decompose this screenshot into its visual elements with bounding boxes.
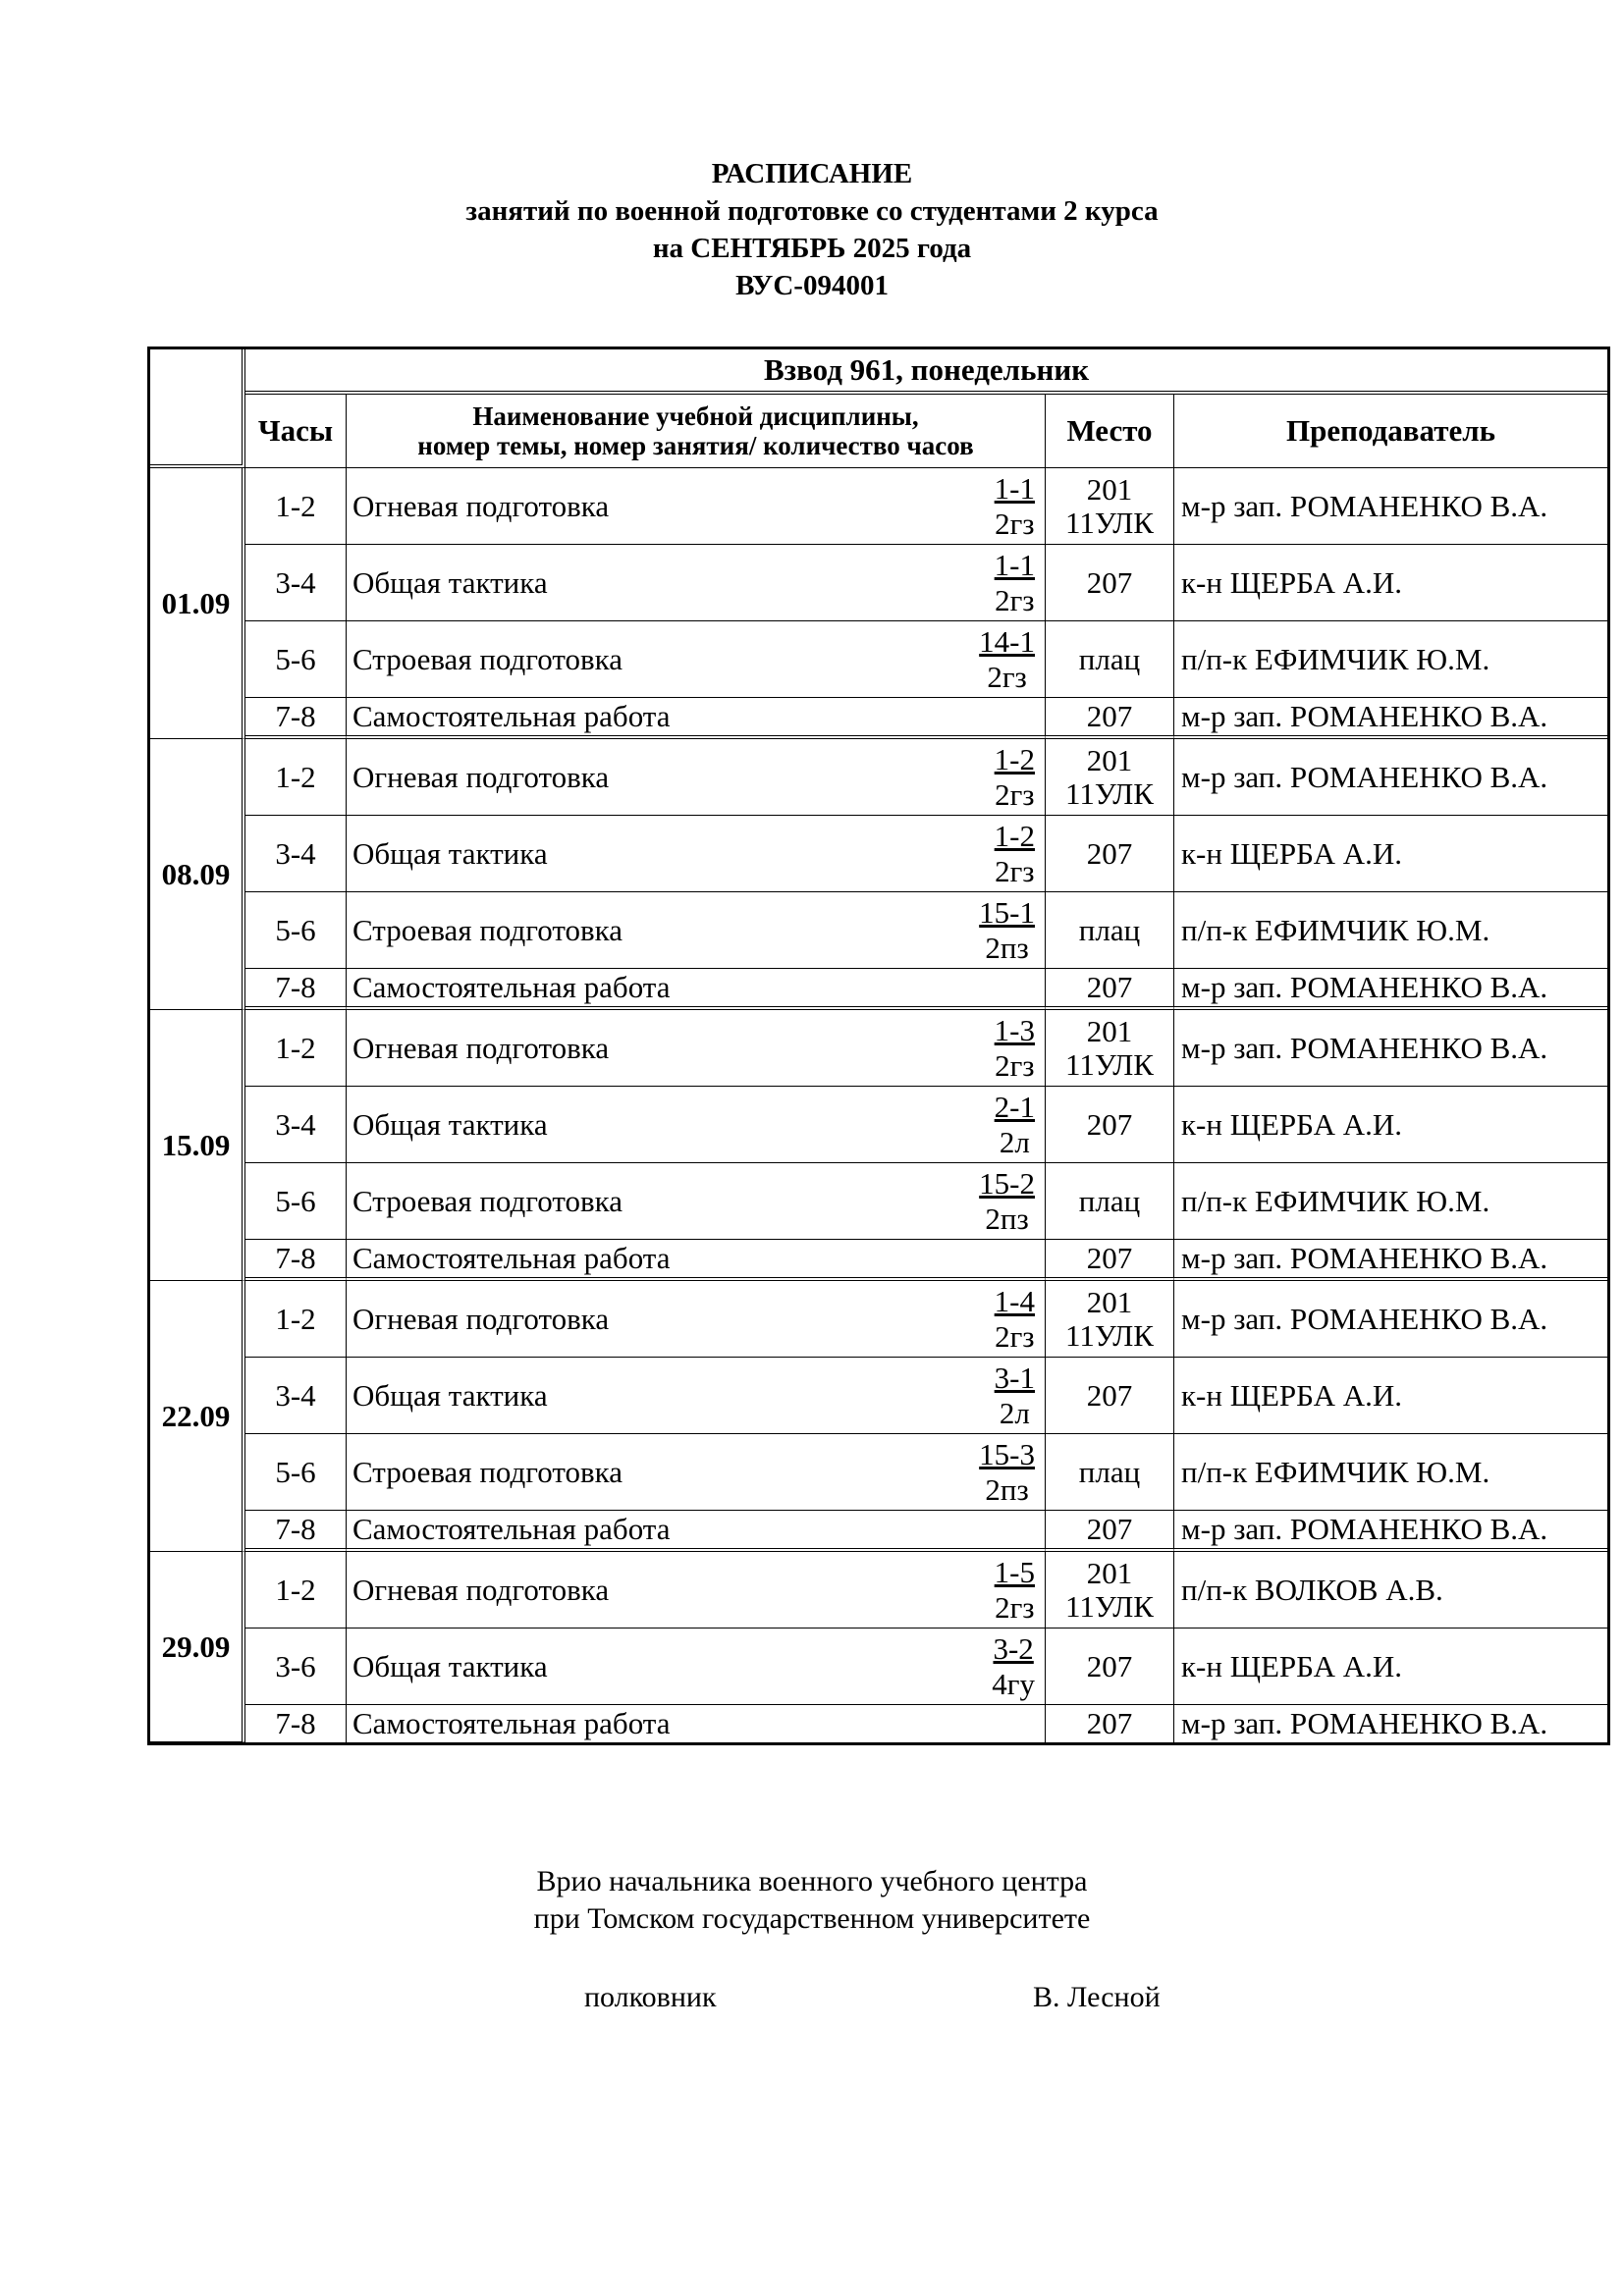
place-cell: [1046, 969, 1174, 1010]
hours-cell: 1-2: [245, 739, 347, 816]
place-room: 207: [1086, 564, 1133, 600]
discipline-name: Общая тактика: [352, 1377, 548, 1413]
topic-lesson: 1-1: [994, 547, 1035, 582]
discipline-name: Огневая подготовка: [352, 488, 610, 523]
place-building: 11УЛК: [1064, 1588, 1154, 1624]
teacher-cell: м-р зап. РОМАНЕНКО В.А.: [1174, 1511, 1607, 1552]
place-room: 207: [1086, 699, 1133, 733]
schedule-row: [150, 468, 1607, 545]
discipline-cell: [347, 1281, 1046, 1358]
teacher-cell: к-н ЩЕРБА А.И.: [1174, 1087, 1607, 1163]
discipline-cell: [347, 545, 1046, 621]
place-cell: [1046, 1163, 1174, 1240]
place-room: 207: [1086, 1377, 1133, 1413]
hours-cell: 5-6: [245, 892, 347, 969]
teacher-cell: м-р зап. РОМАНЕНКО В.А.: [1174, 1010, 1607, 1087]
topic-lesson: 1-2: [994, 818, 1035, 853]
topic-number: [979, 1166, 1035, 1237]
discipline-cell: [347, 1240, 1046, 1281]
topic-number: [995, 1284, 1035, 1355]
topic-hours: 2гз: [995, 1589, 1035, 1625]
schedule-row: [150, 1240, 1607, 1281]
topic-hours: 2гз: [995, 853, 1035, 888]
signature-position-line1: Врио начальника военного учебного центра: [536, 1865, 1088, 1897]
place-cell: [1046, 1629, 1174, 1705]
hours-header: Часы: [245, 395, 347, 468]
topic-hours: 2гз: [987, 659, 1027, 694]
place-room: плац: [1078, 1454, 1141, 1489]
discipline-name: Огневая подготовка: [352, 1301, 610, 1336]
signature-name: В. Лесной: [1033, 1981, 1161, 2013]
place-room: плац: [1078, 1183, 1141, 1218]
place-building: 11УЛК: [1064, 1046, 1154, 1082]
document-header: [0, 155, 1624, 304]
schedule-row: [150, 1552, 1607, 1629]
schedule-row: [150, 1511, 1607, 1552]
topic-hours: 4гу: [992, 1666, 1035, 1701]
teacher-cell: п/п-к ВОЛКОВ А.В.: [1174, 1552, 1607, 1629]
discipline-name: Самостоятельная работа: [352, 699, 671, 733]
discipline-name: Общая тактика: [352, 1106, 548, 1142]
place-room: плац: [1078, 641, 1141, 676]
topic-lesson: 14-1: [979, 623, 1035, 659]
topic-lesson: 1-5: [994, 1554, 1035, 1589]
teacher-cell: к-н ЩЕРБА А.И.: [1174, 545, 1607, 621]
topic-number: [995, 471, 1035, 542]
topic-hours: 2пз: [985, 1201, 1029, 1236]
topic-lesson: 3-2: [993, 1630, 1034, 1666]
title: РАСПИСАНИЕ: [711, 158, 913, 189]
place-room: 207: [1086, 1512, 1133, 1546]
place-room: 201: [1086, 471, 1133, 507]
teacher-cell: к-н ЩЕРБА А.И.: [1174, 1629, 1607, 1705]
hours-cell: 1-2: [245, 1281, 347, 1358]
place-building: 11УЛК: [1064, 775, 1154, 811]
place-room: 201: [1086, 1284, 1133, 1319]
schedule-body: [150, 468, 1607, 1742]
schedule-row: [150, 698, 1607, 739]
teacher-cell: м-р зап. РОМАНЕНКО В.А.: [1174, 1240, 1607, 1281]
discipline-name: Самостоятельная работа: [352, 1706, 671, 1740]
place-cell: [1046, 545, 1174, 621]
discipline-cell: [347, 1358, 1046, 1434]
topic-lesson: 1-3: [994, 1012, 1035, 1047]
topic-hours: 2пз: [985, 1471, 1029, 1507]
signature-position-line2: при Томском государственном университете: [533, 1902, 1091, 1935]
teacher-cell: п/п-к ЕФИМЧИК Ю.М.: [1174, 892, 1607, 969]
place-room: плац: [1078, 912, 1141, 947]
place-building: 11УЛК: [1064, 505, 1154, 540]
discipline-cell: [347, 468, 1046, 545]
teacher-cell: к-н ЩЕРБА А.И.: [1174, 1358, 1607, 1434]
topic-number: [995, 548, 1035, 618]
topic-number: [979, 895, 1035, 966]
place-cell: [1046, 1240, 1174, 1281]
teacher-header: Преподаватель: [1174, 395, 1607, 468]
schedule-row: [150, 1705, 1607, 1742]
hours-cell: 3-6: [245, 1629, 347, 1705]
hours-cell: 3-4: [245, 1358, 347, 1434]
signature-block: [0, 1863, 1624, 1938]
period: на СЕНТЯБРЬ 2025 года: [652, 233, 972, 264]
teacher-cell: п/п-к ЕФИМЧИК Ю.М.: [1174, 621, 1607, 698]
hours-cell: 7-8: [245, 969, 347, 1010]
place-room: 201: [1086, 1013, 1133, 1048]
discipline-cell: [347, 1163, 1046, 1240]
discipline-cell: [347, 621, 1046, 698]
schedule-row: [150, 1087, 1607, 1163]
place-building: 11УЛК: [1064, 1317, 1154, 1353]
hours-cell: 3-4: [245, 816, 347, 892]
place-cell: [1046, 1434, 1174, 1511]
discipline-name: Общая тактика: [352, 1648, 548, 1683]
place-room: 207: [1086, 970, 1133, 1004]
topic-lesson: 15-2: [979, 1165, 1035, 1201]
place-cell: [1046, 892, 1174, 969]
place-room: 207: [1086, 1106, 1133, 1142]
place-room: 207: [1086, 1648, 1133, 1683]
teacher-cell: м-р зап. РОМАНЕНКО В.А.: [1174, 468, 1607, 545]
hours-cell: 7-8: [245, 1705, 347, 1742]
discipline-cell: [347, 1552, 1046, 1629]
topic-lesson: 15-1: [979, 894, 1035, 930]
hours-cell: 5-6: [245, 1434, 347, 1511]
topic-number: [995, 819, 1035, 889]
topic-number: [995, 1013, 1035, 1084]
hours-cell: 1-2: [245, 1010, 347, 1087]
place-cell: [1046, 1552, 1174, 1629]
discipline-name: Самостоятельная работа: [352, 1241, 671, 1275]
schedule-row: [150, 1358, 1607, 1434]
schedule-table: [147, 347, 1610, 1745]
topic-hours: 2л: [999, 1395, 1030, 1430]
hours-cell: 1-2: [245, 1552, 347, 1629]
discipline-cell: [347, 1010, 1046, 1087]
schedule-row: [150, 1010, 1607, 1087]
hours-cell: 5-6: [245, 1163, 347, 1240]
topic-number: [995, 1361, 1035, 1431]
schedule-row: [150, 1163, 1607, 1240]
schedule-row: [150, 892, 1607, 969]
teacher-cell: м-р зап. РОМАНЕНКО В.А.: [1181, 1706, 1548, 1740]
place-cell: [1046, 1010, 1174, 1087]
place-room: 207: [1086, 1706, 1133, 1740]
place-cell: [1046, 468, 1174, 545]
discipline-name: Самостоятельная работа: [352, 1512, 671, 1546]
topic-lesson: 1-2: [994, 741, 1035, 776]
discipline-name: Строевая подготовка: [352, 912, 623, 947]
place-room: 207: [1086, 1241, 1133, 1275]
discipline-name: Огневая подготовка: [352, 1572, 610, 1607]
schedule-row: [150, 969, 1607, 1010]
discipline-cell: [347, 739, 1046, 816]
discipline-header: [347, 395, 1046, 468]
schedule-row: [150, 1434, 1607, 1511]
teacher-cell: к-н ЩЕРБА А.И.: [1174, 816, 1607, 892]
corner-cell: [150, 349, 245, 468]
date-cell: 22.09: [150, 1281, 245, 1552]
topic-lesson: 1-1: [994, 470, 1035, 506]
topic-hours: 2гз: [995, 1047, 1035, 1083]
discipline-name: Общая тактика: [352, 835, 548, 871]
place-header: Место: [1046, 395, 1174, 468]
discipline-cell: [347, 1511, 1046, 1552]
teacher-cell: м-р зап. РОМАНЕНКО В.А.: [1174, 1281, 1607, 1358]
place-cell: [1046, 1087, 1174, 1163]
topic-lesson: 1-4: [994, 1283, 1035, 1318]
discipline-name: Самостоятельная работа: [352, 970, 671, 1004]
topic-hours: 2л: [999, 1124, 1030, 1159]
schedule-row: [150, 1629, 1607, 1705]
subtitle: занятий по военной подготовке со студентами 2 курса: [465, 195, 1159, 227]
teacher-cell: п/п-к ЕФИМЧИК Ю.М.: [1174, 1434, 1607, 1511]
discipline-cell: [347, 816, 1046, 892]
discipline-name: Строевая подготовка: [352, 1454, 623, 1489]
hours-cell: 3-4: [245, 1087, 347, 1163]
topic-lesson: 15-3: [979, 1436, 1035, 1471]
discipline-cell: [347, 698, 1046, 739]
schedule-row: [150, 739, 1607, 816]
place-cell: [1046, 739, 1174, 816]
discipline-header-line1: Наименование учебной дисциплины,: [472, 401, 919, 431]
hours-cell: 3-4: [245, 545, 347, 621]
teacher-cell: м-р зап. РОМАНЕНКО В.А.: [1174, 739, 1607, 816]
hours-cell: 7-8: [245, 1240, 347, 1281]
place-cell: [1046, 1705, 1174, 1742]
schedule-row: [150, 1281, 1607, 1358]
place-room: 201: [1086, 742, 1133, 777]
discipline-cell: [347, 892, 1046, 969]
place-cell: [1046, 698, 1174, 739]
topic-hours: 2гз: [995, 582, 1035, 617]
topic-hours: 2гз: [995, 506, 1035, 541]
date-cell: 01.09: [150, 468, 245, 739]
place-cell: [1046, 1358, 1174, 1434]
date-cell: 08.09: [150, 739, 245, 1010]
discipline-cell: [347, 969, 1046, 1010]
specialty-code: ВУС-094001: [735, 270, 889, 301]
teacher-cell: м-р зап. РОМАНЕНКО В.А.: [1174, 969, 1607, 1010]
place-cell: [1046, 816, 1174, 892]
schedule-row: [150, 621, 1607, 698]
date-cell: 15.09: [150, 1010, 245, 1281]
schedule-row: [150, 816, 1607, 892]
topic-lesson: 2-1: [994, 1089, 1035, 1124]
platoon-header: Взвод 961, понедельник: [245, 349, 1607, 395]
date-cell: 29.09: [150, 1552, 245, 1742]
topic-number: [995, 1090, 1035, 1160]
discipline-name: Строевая подготовка: [352, 641, 623, 676]
topic-lesson: 3-1: [994, 1360, 1035, 1395]
discipline-cell: [347, 1434, 1046, 1511]
discipline-name: Общая тактика: [352, 564, 548, 600]
topic-hours: 2пз: [985, 930, 1029, 965]
hours-cell: 7-8: [245, 698, 347, 739]
hours-cell: 1-2: [245, 468, 347, 545]
topic-number: [995, 742, 1035, 813]
discipline-cell: [347, 1087, 1046, 1163]
place-cell: [1046, 621, 1174, 698]
topic-number: [992, 1631, 1035, 1702]
discipline-name: Строевая подготовка: [352, 1183, 623, 1218]
topic-hours: 2гз: [995, 776, 1035, 812]
topic-number: [979, 1437, 1035, 1508]
discipline-cell: [347, 1705, 1046, 1742]
place-cell: [1046, 1281, 1174, 1358]
hours-cell: 7-8: [245, 1511, 347, 1552]
schedule-row: [150, 545, 1607, 621]
topic-hours: 2гз: [995, 1318, 1035, 1354]
hours-cell: 5-6: [245, 621, 347, 698]
topic-number: [979, 624, 1035, 695]
discipline-name: Огневая подготовка: [352, 1030, 610, 1065]
discipline-cell: [347, 1629, 1046, 1705]
place-room: 201: [1086, 1555, 1133, 1590]
teacher-cell: м-р зап. РОМАНЕНКО В.А.: [1174, 698, 1607, 739]
signature-rank: полковник: [584, 1981, 717, 2013]
place-room: 207: [1086, 835, 1133, 871]
teacher-cell: п/п-к ЕФИМЧИК Ю.М.: [1174, 1163, 1607, 1240]
discipline-header-line2: номер темы, номер занятия/ количество часов: [417, 431, 974, 460]
place-cell: [1046, 1511, 1174, 1552]
topic-number: [995, 1555, 1035, 1626]
discipline-name: Огневая подготовка: [352, 759, 610, 794]
